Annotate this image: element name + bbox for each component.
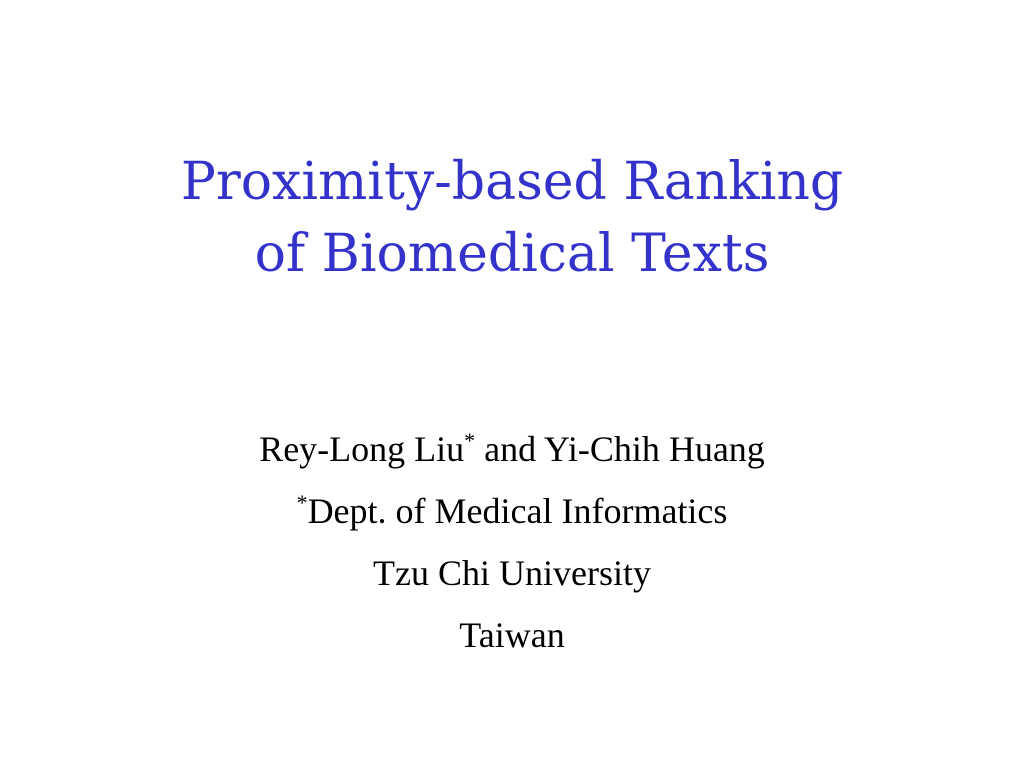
- author-name-2: Yi-Chih Huang: [543, 429, 765, 469]
- author-name-1: Rey-Long Liu: [259, 429, 465, 469]
- department-mark: *: [296, 490, 308, 515]
- department-name: Dept. of Medical Informatics: [307, 491, 728, 531]
- author-block: [0, 418, 1024, 666]
- slide-title: [0, 146, 1024, 290]
- department-line: [0, 480, 1024, 542]
- author-line: [0, 418, 1024, 480]
- country-line: Taiwan: [459, 615, 565, 655]
- title-line-1: Proximity-based Ranking: [180, 152, 844, 212]
- title-line-2: of Biomedical Texts: [254, 224, 770, 284]
- university-line: Tzu Chi University: [373, 553, 651, 593]
- author-connector: and: [475, 429, 544, 469]
- affiliation-mark: *: [464, 428, 476, 453]
